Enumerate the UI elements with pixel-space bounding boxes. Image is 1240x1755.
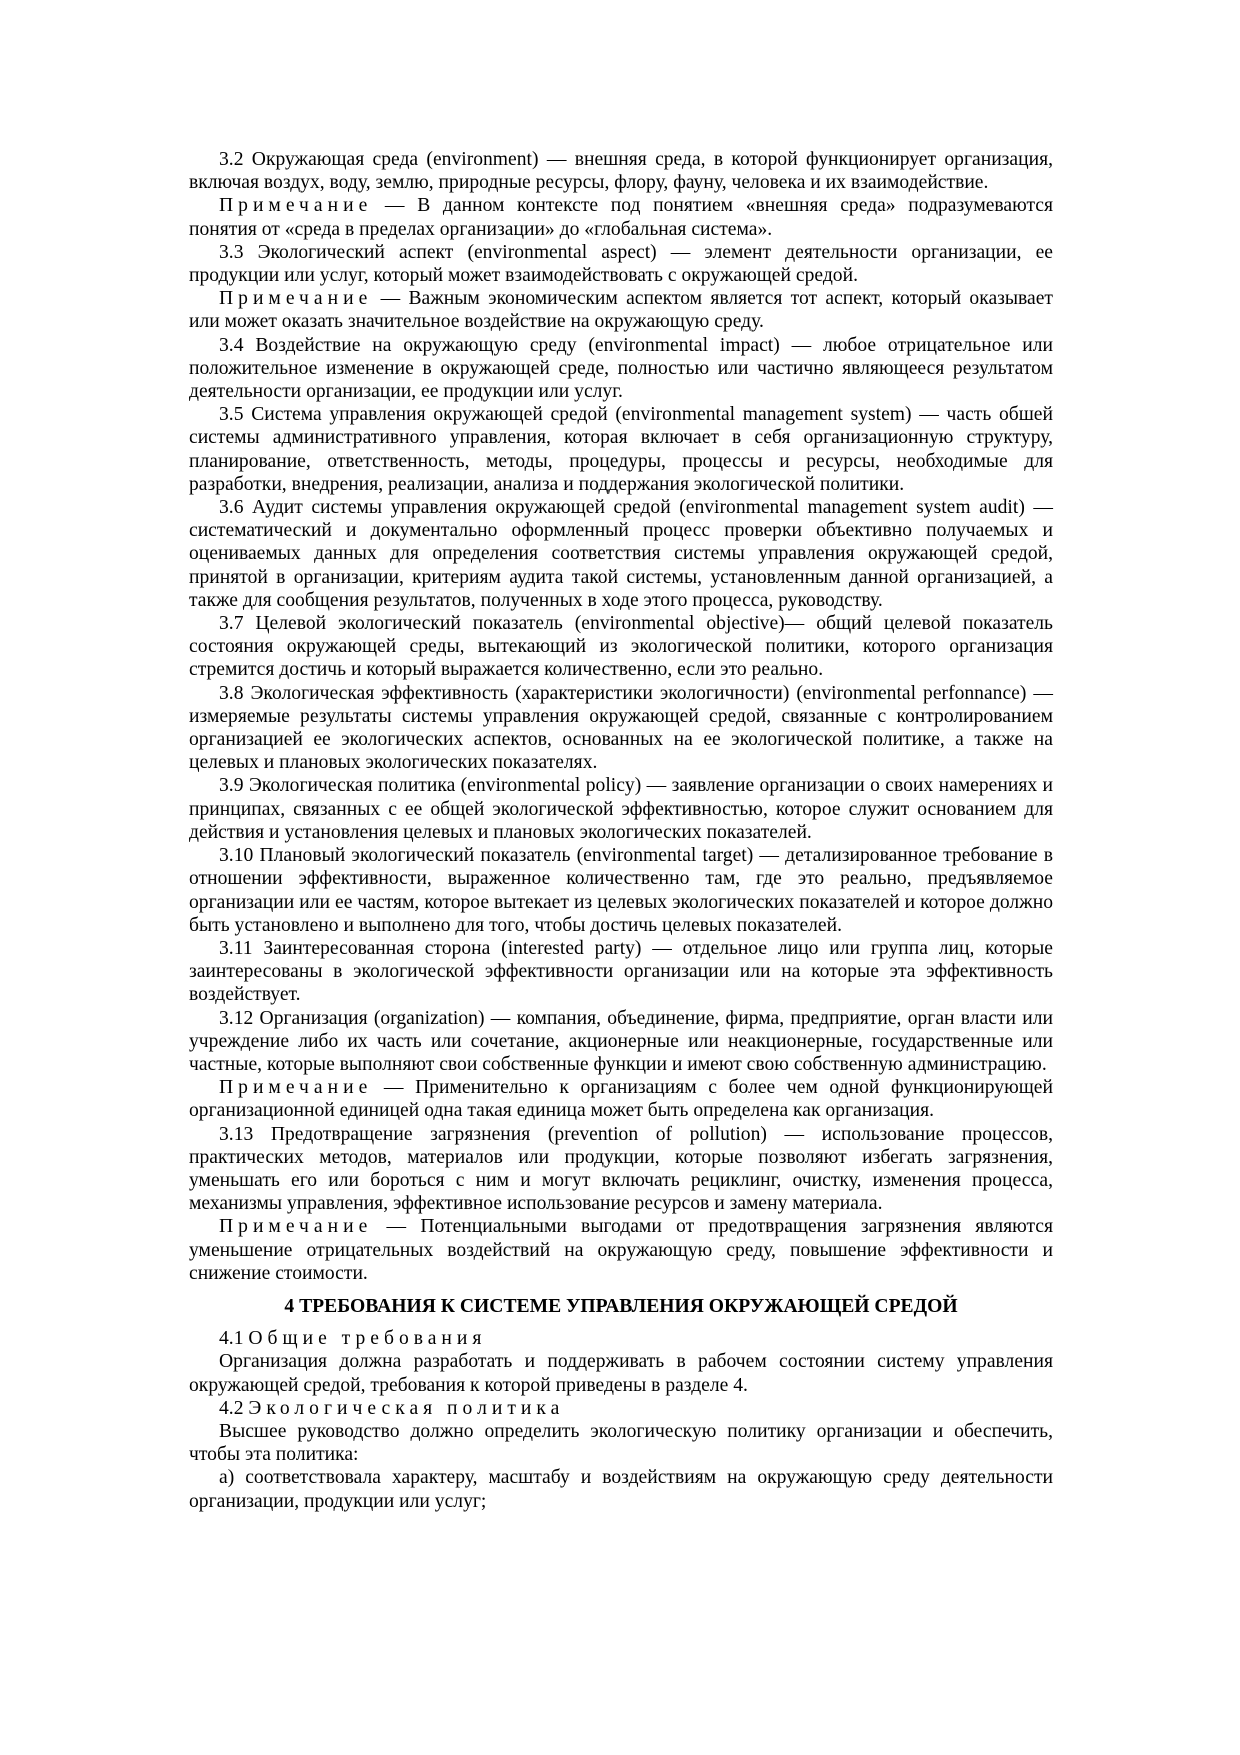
note-text: — Применительно к организациям с более чем одной функционирующей организационной единицей одна такая единица может быть определена как организация. [189, 1077, 1053, 1122]
note-label: Примечание [219, 288, 373, 310]
paragraph-3-10: 3.10 Плановый экологический показатель (environmental target) — детализированное требование в отношении эффективности, выраженное количественно там, где это реально, предъявляемое организации или ее частям, которое вытекает из целевых экологических показателей и которое должно быть установлено и выполнено для того, чтобы достичь целевых показателей. [189, 845, 1053, 936]
subsection-number: 4.2 [219, 1397, 249, 1419]
subsection-heading [189, 1397, 1053, 1420]
note-text: — В данном контексте под понятием «внешняя среда» подразумеваются понятия от «среда в пределах организации» до «глобальная система». [189, 195, 1053, 240]
paragraph-3-5: 3.5 Система управления окружающей средой (environmental management system) — часть обшей системы административного управления, которая включает в себя организационную структуру, планирование, ответственность, методы, процедуры, процессы и ресурсы, необходимые для разработки, внедрения, реализации, анализа и поддержания экологической политики. [189, 404, 1053, 495]
note-label: Примечание [219, 1077, 373, 1099]
paragraph-4-2-body: Высшее руководство должно определить экологическую политику организации и обеспечить, чтобы эта политика: [189, 1420, 1053, 1466]
note-paragraph [189, 194, 1053, 240]
paragraph-3-8: 3.8 Экологическая эффективность (характеристики экологичности) (environmental perfonnance) — измеряемые результаты системы управления окружающей средой, связанные с контролированием организацией ее экологических аспектов, основанных на ее экологической политике, а также на целевых и плановых экологических показателях. [189, 682, 1053, 774]
paragraph-3-11: 3.11 Заинтересованная сторона (interested party) — отдельное лицо или группа лиц, которые заинтересованы в экологической эффективности организации или на которые эта эффективность воздействует. [189, 937, 1053, 1006]
note-label: Примечание [219, 1216, 373, 1238]
paragraph-3-7: 3.7 Целевой экологический показатель (environmental objective)— общий целевой показатель состояния окружающей среды, вытекающий из экологической политики, которого организация стремится достичь и который выражается количественно, если это реально. [189, 613, 1053, 681]
note-paragraph [189, 1215, 1053, 1285]
section-heading: 4 ТРЕБОВАНИЯ К СИСТЕМЕ УПРАВЛЕНИЯ ОКРУЖАЮЩЕЙ СРЕДОЙ [284, 1295, 958, 1317]
subsection-heading [189, 1327, 1053, 1350]
subsection-title: Экологическая политика [248, 1397, 565, 1419]
paragraph-3-9: 3.9 Экологическая политика (environmental policy) — заявление организации о своих намерениях и принципах, связанных с ее общей экологической эффективностью, которое служит основанием для действия и установления целевых и плановых экологических показателей. [189, 775, 1053, 843]
subsection-title: Общие требования [248, 1328, 487, 1350]
note-paragraph [189, 1076, 1053, 1122]
document-page [189, 148, 1053, 1513]
paragraph-3-3: 3.3 Экологический аспект (environmental aspect) — элемент деятельности организации, ее продукции или услуг, который может взаимодействовать с окружающей средой. [189, 241, 1053, 287]
note-label: Примечание [219, 195, 373, 217]
paragraph-3-12: 3.12 Организация (organization) — компания, объединение, фирма, предприятие, орган власти или учреждение либо их часть или сочетание, акционерные или неакционерные, государственные или частные, которые выполняют свои собственные функции и имеют свою собственную администрацию. [189, 1007, 1053, 1075]
note-paragraph [189, 287, 1053, 333]
paragraph-3-2: 3.2 Окружающая среда (environment) — внешняя среда, в которой функционирует организация, включая воздух, воду, землю, природные ресурсы, флору, фауну, человека и их взаимодействие. [189, 149, 1053, 194]
paragraph-4-2-a: а) соответствовала характеру, масштабу и воздействиям на окружающую среду деятельности организации, продукции или услуг; [189, 1467, 1053, 1512]
paragraph-3-13: 3.13 Предотвращение загрязнения (prevention of pollution) — использование процессов, практических методов, материалов или продукции, которые позволяют избегать загрязнения, уменьшать его или бороться с ним и могут включать рециклинг, очистку, изменения процесса, механизмы управления, эффективное использование ресурсов и замену материала. [189, 1123, 1053, 1215]
note-text: — Потенциальными выгодами от предотвращения загрязнения являются уменьшение отрицательных воздействий на окружающую среду, повышение эффективности и снижение стоимости. [189, 1216, 1053, 1284]
note-text: — Важным экономическим аспектом является тот аспект, который оказывает или может оказать значительное воздействие на окружающую среду. [189, 288, 1053, 333]
paragraph-4-1-body: Организация должна разработать и поддерживать в рабочем состоянии систему управления окружающей средой, требования к которой приведены в разделе 4. [189, 1351, 1053, 1396]
subsection-number: 4.1 [219, 1328, 249, 1350]
paragraph-3-4: 3.4 Воздействие на окружающую среду (environmental impact) — любое отрицательное или положительное изменение в окружающей среде, полностью или частично являющееся результатом деятельности организации, ее продукции или услуг. [189, 334, 1053, 403]
paragraph-3-6: 3.6 Аудит системы управления окружающей средой (environmental management system audit) — систематический и документально оформленный процесс проверки объективно получаемых и оцениваемых данных для определения соответствия системы управления окружающей средой, принятой в организации, критериям аудита такой системы, установленным данной организацией, а также для сообщения результатов, полученных в ходе этого процесса, руководству. [189, 497, 1053, 611]
